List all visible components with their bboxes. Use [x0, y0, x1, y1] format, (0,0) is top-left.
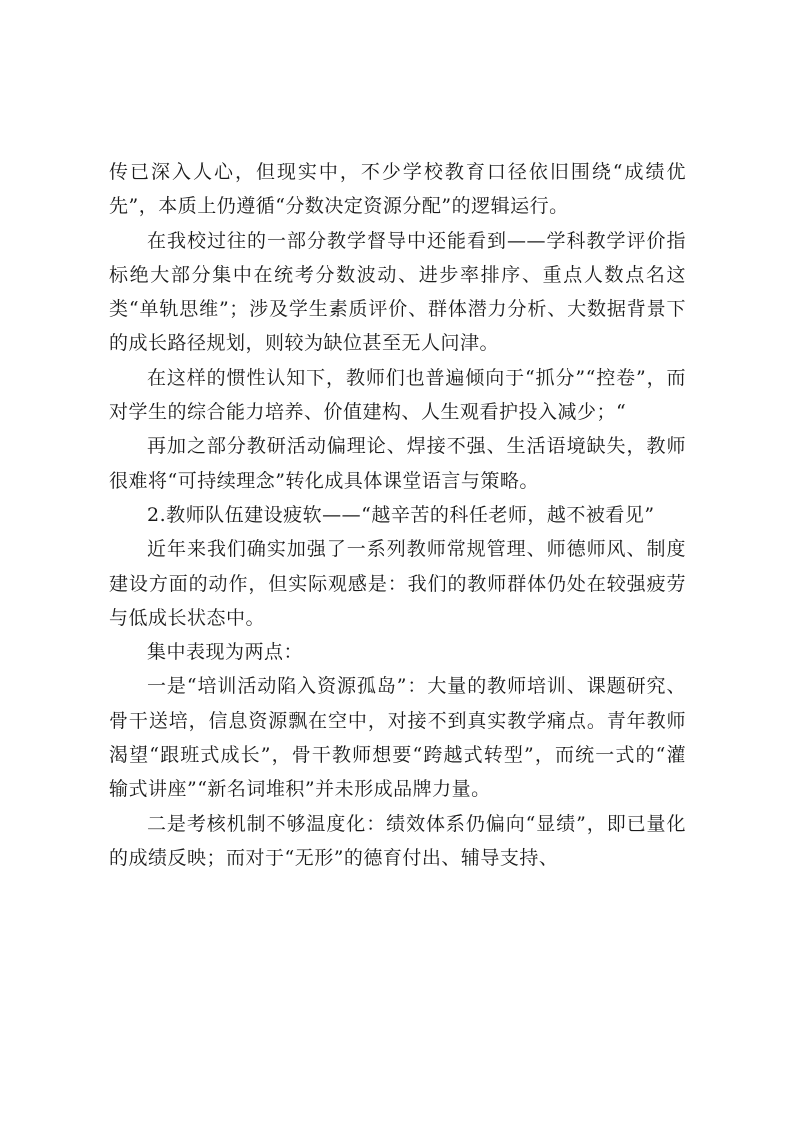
document-body — [109, 155, 686, 875]
paragraph-8: 一是“培训活动陷入资源孤岛”：大量的教师培训、课题研究、骨干送培，信息资源飘在空中，对接不到真实教学痛点。青年教师渴望“跟班式成长”，骨干教师想要“跨越式转型”，而统一式的“灌输式讲座”“新名词堆积”并未形成品牌力量。 — [109, 675, 686, 801]
paragraph-2: 在我校过往的一部分教学督导中还能看到——学科教学评价指标绝大部分集中在统考分数波动、进步率排序、重点人数点名这类“单轨思维”；涉及学生素质评价、群体潜力分析、大数据背景下的成长路径规划，则较为缺位甚至无人问津。 — [109, 229, 686, 355]
section-heading: 2.教师队伍建设疲软——“越辛苦的科任老师，越不被看见” — [147, 503, 655, 526]
paragraph-9: 二是考核机制不够温度化：绩效体系仍偏向“显绩”，即已量化的成绩反映；而对于“无形”的德育付出、辅导支持、 — [109, 812, 686, 869]
paragraph-1: 传已深入人心，但现实中，不少学校教育口径依旧围绕“成绩优先”，本质上仍遵循“分数决定资源分配”的逻辑运行。 — [109, 161, 686, 218]
paragraph-3: 在这样的惯性认知下，教师们也普遍倾向于“抓分”“控卷”，而对学生的综合能力培养、价值建构、人生观看护投入减少；“ — [109, 366, 686, 424]
paragraph-6: 近年来我们确实加强了一系列教师常规管理、师德师风、制度建设方面的动作，但实际观感是：我们的教师群体仍处在较强疲劳与低成长状态中。 — [109, 538, 686, 629]
paragraph-4: 再加之部分教研活动偏理论、焊接不强、生活语境缺失，教师很难将“可持续理念”转化成具体课堂语言与策略。 — [109, 435, 686, 492]
paragraph-7: 集中表现为两点： — [147, 641, 304, 664]
